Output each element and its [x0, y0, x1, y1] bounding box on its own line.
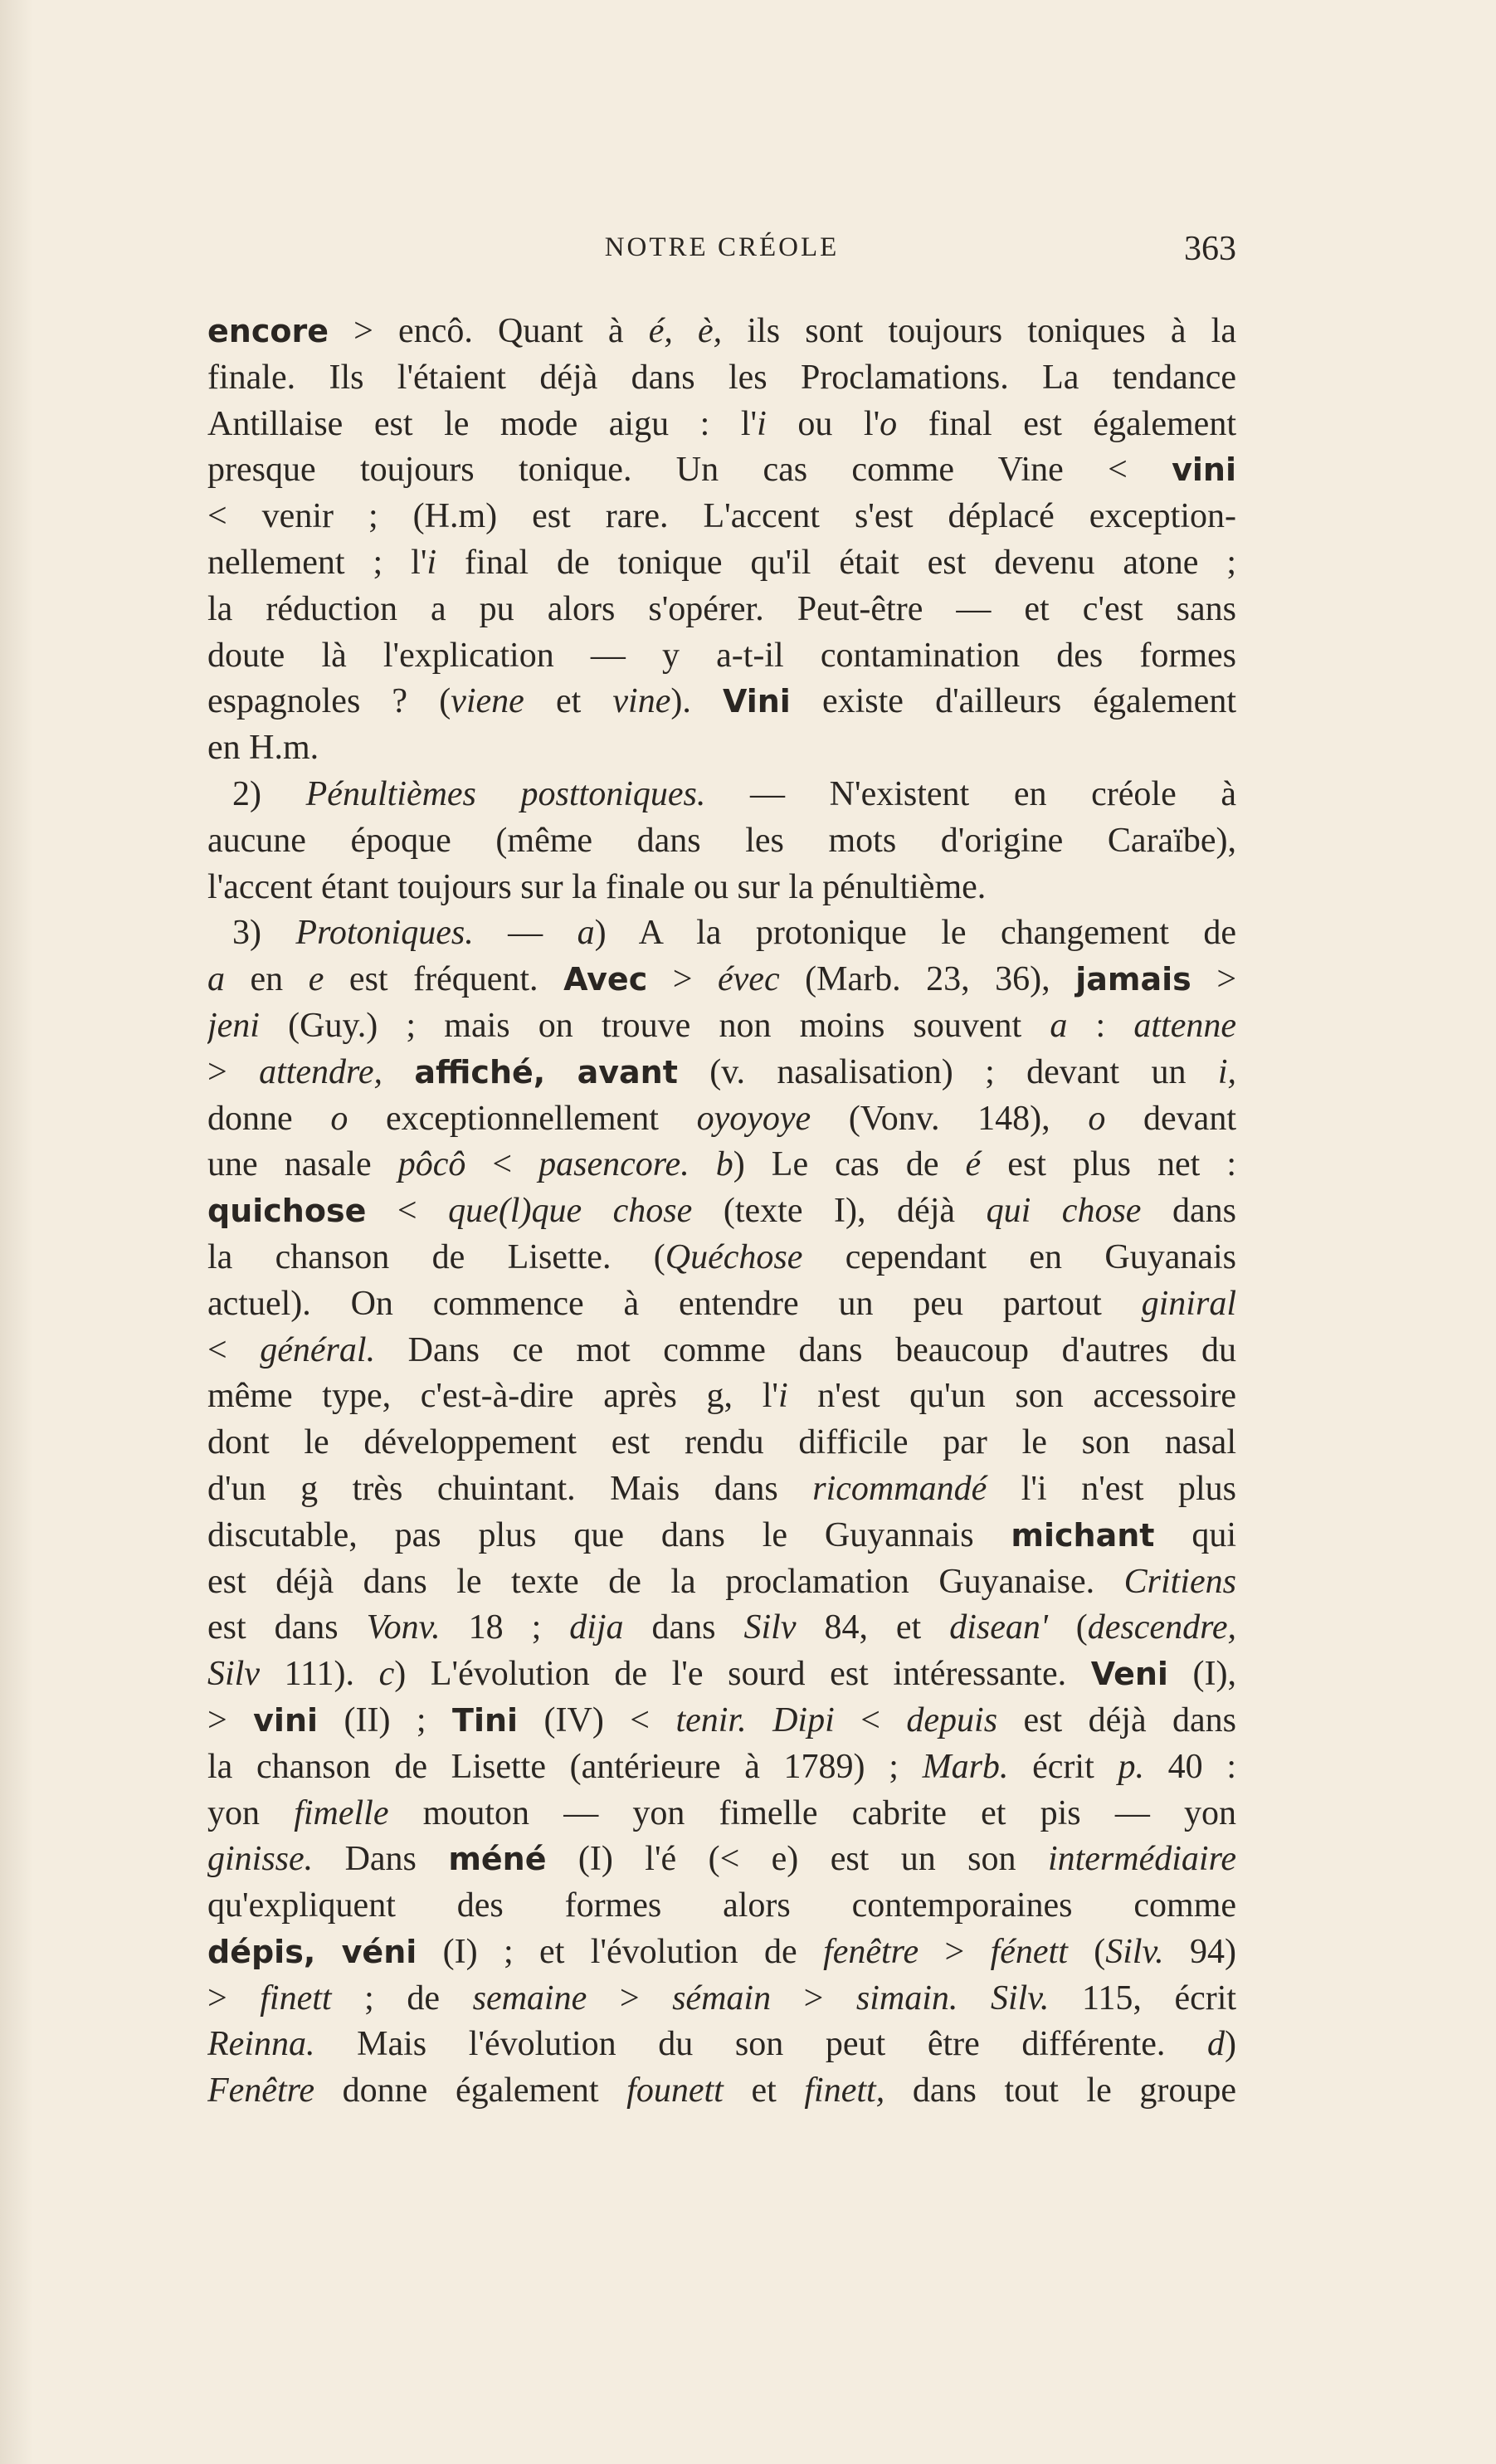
text-line — [207, 1652, 1236, 1698]
italic-term: attenne — [1133, 1006, 1236, 1045]
italic-term: semaine — [472, 1979, 587, 2018]
italic-term: i — [757, 404, 767, 443]
text-line — [207, 1142, 1236, 1188]
italic-term: tenir. — [675, 1700, 747, 1739]
text-segment: est dans — [207, 1608, 367, 1647]
italic-term: Quéchose — [665, 1237, 803, 1276]
text-segment: est déjà dans — [997, 1700, 1236, 1739]
italic-term: oyoyoye — [696, 1099, 811, 1138]
text-segment — [545, 1053, 577, 1091]
text-segment: 40 : — [1143, 1747, 1236, 1786]
text-segment: presque toujours tonique. Un cas comme Vine < — [207, 451, 1172, 490]
text-segment: ) A la protonique le changement de — [594, 914, 1236, 953]
text-segment: qu'expliquent des formes alors contemporaines comme — [207, 1886, 1236, 1925]
text-segment: écrit — [1008, 1747, 1118, 1786]
text-segment: ( — [1047, 1608, 1088, 1647]
italic-term: disean' — [949, 1608, 1048, 1647]
italic-term: a — [1050, 1006, 1068, 1045]
text-segment: qui — [1154, 1515, 1236, 1554]
italic-term: Critiens — [1123, 1562, 1236, 1601]
text-segment — [747, 1701, 772, 1739]
text-line — [207, 2068, 1236, 2115]
bold-term: Vini — [722, 683, 791, 720]
italic-term: a — [577, 914, 595, 953]
text-segment: l'i n'est plus — [987, 1469, 1236, 1508]
text-segment: Dans ce mot comme dans beaucoup d'autres du — [375, 1330, 1236, 1369]
italic-term: vine — [612, 682, 671, 721]
italic-term: pôcô — [397, 1145, 466, 1184]
text-line — [207, 633, 1236, 680]
text-segment: aucune époque (même dans les mots d'origine Caraïbe), — [207, 821, 1236, 860]
italic-term: Protoniques. — [295, 914, 474, 953]
text-segment: > — [207, 1700, 254, 1739]
italic-term: finett — [260, 1979, 332, 2018]
text-line — [207, 910, 1236, 957]
italic-term: o — [1088, 1099, 1106, 1138]
text-segment: (I) l'é (< e) est un son — [546, 1840, 1048, 1879]
text-segment: ils sont toujours toniques à la — [722, 312, 1236, 350]
text-line — [207, 402, 1236, 448]
italic-term: d — [1207, 2025, 1225, 2064]
text-line — [207, 355, 1236, 402]
bold-term: jamais — [1075, 961, 1191, 998]
text-segment: (Vonv. 148), — [811, 1099, 1089, 1138]
italic-term: é — [965, 1145, 982, 1184]
body-text — [207, 309, 1236, 2115]
text-segment: l'accent étant toujours sur la finale ou sur la pénultième. — [207, 867, 987, 906]
italic-term: Silv. — [1105, 1932, 1164, 1971]
italic-term: descendre, — [1087, 1608, 1236, 1647]
text-segment: ou l' — [766, 404, 880, 443]
text-line — [207, 447, 1236, 494]
text-segment: mouton — yon fimelle cabrite et pis — yon — [388, 1793, 1236, 1832]
text-line — [207, 1837, 1236, 1883]
text-segment: dans — [1141, 1192, 1236, 1231]
text-line — [207, 309, 1236, 355]
text-line — [207, 1235, 1236, 1281]
text-segment: actuel). On commence à entendre un peu partout — [207, 1284, 1142, 1323]
text-segment: (texte I), déjà — [692, 1192, 987, 1231]
text-line — [207, 1420, 1236, 1466]
bold-term: michant — [1011, 1516, 1155, 1554]
text-line — [207, 1513, 1236, 1559]
bold-term: vini — [1172, 451, 1236, 489]
text-segment: dans — [623, 1608, 744, 1647]
text-segment: Antillaise est le mode aigu : l' — [207, 404, 758, 443]
text-segment: — N'existent en créole à — [705, 774, 1236, 813]
bold-term: vini — [253, 1701, 319, 1739]
text-segment: — — [473, 914, 577, 953]
text-segment: (IV) < — [518, 1700, 676, 1739]
italic-term: o — [880, 404, 898, 443]
text-line — [207, 1003, 1236, 1050]
text-segment: final est également — [897, 404, 1236, 443]
text-line — [207, 587, 1236, 633]
text-segment: espagnoles ? ( — [207, 682, 451, 721]
italic-term: évec — [718, 960, 780, 999]
text-segment: (v. nasalisation) ; devant un — [677, 1052, 1218, 1091]
text-segment: 111). — [259, 1655, 379, 1694]
text-segment: final de tonique qu'il était est devenu atone ; — [436, 543, 1236, 582]
text-segment: dont le développement est rendu difficile par le son nasal — [207, 1423, 1236, 1462]
bold-term: Avec — [563, 961, 648, 998]
text-line — [207, 1281, 1236, 1328]
text-line — [207, 540, 1236, 587]
italic-term: founett — [626, 2071, 724, 2110]
italic-term: giniral — [1141, 1284, 1236, 1323]
text-segment: exceptionnellement — [348, 1099, 697, 1138]
text-segment — [958, 1979, 991, 2018]
italic-term: qui chose — [986, 1192, 1142, 1231]
text-segment: nellement ; l' — [207, 543, 427, 582]
running-head: NOTRE CRÉOLE — [604, 232, 840, 262]
page-number: 363 — [1184, 230, 1236, 268]
text-segment: > — [771, 1979, 856, 2018]
text-segment: < — [207, 1330, 261, 1369]
italic-term: Dipi — [772, 1700, 835, 1739]
text-segment: en H.m. — [207, 729, 319, 768]
italic-term: intermédiaire — [1047, 1840, 1236, 1879]
italic-term: i — [777, 1377, 788, 1416]
text-segment: la réduction a pu alors s'opérer. Peut-être — et c'est sans — [207, 589, 1236, 628]
text-line — [207, 818, 1236, 865]
text-segment: > — [647, 960, 719, 999]
italic-term: depuis — [906, 1700, 998, 1739]
italic-term: Silv — [207, 1655, 260, 1694]
text-segment: donne — [207, 1099, 331, 1138]
text-segment: même type, c'est-à-dire après g, l' — [207, 1377, 778, 1416]
text-segment: < — [465, 1145, 539, 1184]
italic-term: Vonv. — [366, 1608, 441, 1647]
italic-term: a — [207, 960, 225, 999]
bold-term: quichose — [207, 1193, 367, 1230]
text-segment: cependant en Guyanais — [802, 1237, 1236, 1276]
italic-term: attendre, — [259, 1052, 383, 1091]
bold-term: véni — [341, 1933, 417, 1970]
text-line — [207, 1930, 1236, 1976]
bold-term: Veni — [1090, 1656, 1168, 1693]
italic-term: Reinna. — [207, 2025, 315, 2064]
bold-term: méné — [448, 1841, 547, 1878]
italic-term: pasencore. — [538, 1145, 690, 1184]
italic-term: fenêtre — [823, 1932, 919, 1971]
italic-term: viene — [451, 682, 524, 721]
italic-term: e — [308, 960, 324, 999]
text-segment: la chanson de Lisette (antérieure à 1789) ; — [207, 1747, 923, 1786]
italic-term: jeni — [207, 1006, 260, 1045]
text-line — [207, 1373, 1236, 1420]
bold-term: encore — [207, 313, 329, 349]
italic-term: o — [330, 1099, 348, 1138]
text-segment: ) L'évolution de l'e sourd est intéressante. — [394, 1655, 1091, 1694]
text-segment: : — [1067, 1006, 1134, 1045]
italic-term: que(l)que chose — [448, 1192, 693, 1231]
text-line — [207, 679, 1236, 725]
text-segment: ) — [1225, 2025, 1236, 2064]
text-segment: 84, et — [796, 1608, 950, 1647]
text-segment: (II) ; — [318, 1700, 453, 1739]
italic-term: i — [426, 543, 437, 582]
page-header — [207, 229, 1236, 271]
text-line — [207, 1050, 1236, 1096]
italic-term: Fenêtre — [207, 2071, 315, 2110]
text-segment: > — [207, 1052, 260, 1091]
text-segment: discutable, pas plus que dans le Guyannais — [207, 1515, 1011, 1554]
text-segment: ). — [670, 682, 723, 721]
italic-term: é, è, — [648, 312, 723, 350]
text-segment: yon — [207, 1793, 295, 1832]
text-segment: Dans — [313, 1840, 449, 1879]
italic-term: Silv. — [991, 1979, 1050, 2018]
text-segment: donne également — [314, 2071, 627, 2110]
text-line — [207, 1559, 1236, 1606]
bold-term: Tini — [452, 1701, 519, 1739]
text-segment: finale. Ils l'étaient déjà dans les Proclamations. La tendance — [207, 358, 1236, 397]
text-line — [207, 1096, 1236, 1143]
text-segment: 3) — [232, 914, 296, 953]
italic-term: b — [715, 1145, 733, 1184]
text-segment: existe d'ailleurs également — [790, 682, 1236, 721]
text-segment — [383, 1053, 414, 1091]
text-line — [207, 772, 1236, 818]
text-line — [207, 1791, 1236, 1837]
text-segment: doute là l'explication — y a-t-il contamination des formes — [207, 636, 1236, 675]
italic-term: Silv — [743, 1608, 797, 1647]
italic-term: ricommandé — [812, 1469, 987, 1508]
text-line — [207, 1744, 1236, 1791]
text-line — [207, 1605, 1236, 1652]
text-segment: < — [834, 1700, 907, 1739]
page-edge-shadow — [0, 0, 33, 2464]
text-segment: et — [723, 2071, 805, 2110]
bold-term: dépis, — [207, 1933, 316, 1970]
text-line — [207, 1188, 1236, 1235]
italic-term: simain. — [855, 1979, 958, 2018]
text-segment: Mais l'évolution du son peut être différente. — [314, 2025, 1207, 2064]
text-line — [207, 1466, 1236, 1513]
italic-term: i, — [1217, 1052, 1236, 1091]
text-segment: est fréquent. — [324, 960, 564, 999]
text-line — [207, 2022, 1236, 2068]
text-segment: devant — [1105, 1099, 1236, 1138]
text-segment: la chanson de Lisette. ( — [207, 1237, 665, 1276]
text-segment: 115, écrit — [1049, 1979, 1236, 2018]
italic-term: finett, — [804, 2071, 885, 2110]
text-line — [207, 725, 1236, 772]
text-segment: 2) — [232, 774, 306, 813]
text-line — [207, 1976, 1236, 2022]
text-segment: est plus net : — [981, 1145, 1236, 1184]
text-segment: > encô. Quant à — [328, 312, 649, 350]
text-segment: en — [225, 960, 309, 999]
bold-term: avant — [577, 1053, 678, 1091]
text-segment: dans tout le groupe — [884, 2071, 1236, 2110]
text-segment: 18 ; — [440, 1608, 570, 1647]
text-segment: (Guy.) ; mais on trouve non moins souvent — [259, 1006, 1050, 1045]
text-line — [207, 1883, 1236, 1930]
italic-term: sémain — [672, 1979, 772, 2018]
text-segment: (Marb. 23, 36), — [779, 960, 1076, 999]
text-segment: 94) — [1163, 1932, 1236, 1971]
text-segment: ; de — [331, 1979, 473, 2018]
text-segment: et — [524, 682, 613, 721]
text-segment: (I), — [1167, 1655, 1236, 1694]
text-segment: > — [587, 1979, 673, 2018]
text-line — [207, 1698, 1236, 1744]
text-segment: est déjà dans le texte de la proclamation Guyanaise. — [207, 1562, 1124, 1601]
text-segment — [690, 1145, 716, 1183]
italic-term: Marb. — [922, 1747, 1009, 1786]
text-segment — [315, 1933, 341, 1971]
bold-term: affiché, — [414, 1053, 546, 1091]
italic-term: fimelle — [294, 1793, 389, 1832]
text-segment: n'est qu'un son accessoire — [787, 1377, 1236, 1416]
text-segment: > — [1191, 960, 1236, 999]
text-segment: une nasale — [207, 1145, 398, 1184]
text-line — [207, 957, 1236, 1003]
text-segment: > — [207, 1979, 261, 2018]
italic-term: général. — [260, 1330, 376, 1369]
text-segment: (I) ; et l'évolution de — [417, 1932, 824, 1971]
text-segment: d'un g très chuintant. Mais dans — [207, 1469, 813, 1508]
text-segment: > — [919, 1932, 991, 1971]
italic-term: dija — [569, 1608, 624, 1647]
text-segment: ( — [1067, 1932, 1106, 1971]
text-segment: ) Le cas de — [733, 1145, 966, 1184]
italic-term: fénett — [990, 1932, 1068, 1971]
text-segment: < venir ; (H.m) est rare. L'accent s'est déplacé exception- — [207, 497, 1236, 536]
text-line — [207, 494, 1236, 540]
text-segment: < — [366, 1192, 449, 1231]
text-line — [207, 1328, 1236, 1374]
italic-term: p. — [1118, 1747, 1144, 1786]
italic-term: ginisse. — [207, 1840, 314, 1879]
italic-term: Pénultièmes posttoniques. — [305, 774, 706, 813]
text-line — [207, 865, 1236, 911]
italic-term: c — [378, 1655, 395, 1694]
